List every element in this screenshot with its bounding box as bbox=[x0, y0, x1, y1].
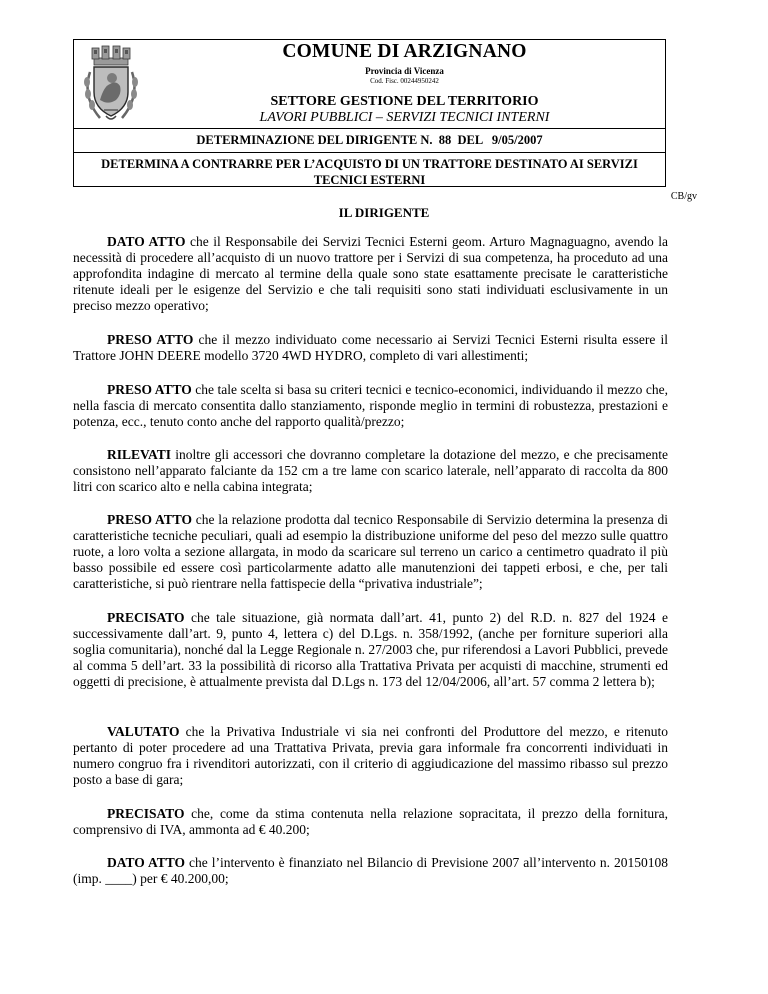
paragraph-lead: PRECISATO bbox=[107, 610, 185, 625]
fiscal-code: Cod. Fisc. 00244950242 bbox=[370, 77, 439, 85]
paragraph-lead: PRESO ATTO bbox=[107, 512, 193, 527]
section-heading: IL DIRIGENTE bbox=[338, 205, 430, 220]
paragraph-text: che il Responsabile dei Servizi Tecnici Esterni geom. Arturo Magnaguagno, avendo la necessità di procedere all’acquisto di un nuovo trattore per i Servizi di sua competenza, ha proceduto ad una approfondita indagine di mercato al termine della quale sono state esattamente precisate le caratteristiche ritenute ideali per le esigenze del Servizio e che tali requisiti sono stati individuati esclusivamente in un preciso mezzo operativo; bbox=[73, 234, 668, 314]
office-subtitle: LAVORI PUBBLICI – SERVIZI TECNICI INTERNI bbox=[259, 110, 550, 125]
paragraph-text: che la Privativa Industriale vi sia nei confronti del Produttore del mezzo, e ritenuto pertanto di poter procedere ad una Trattativa Privata, previa gara informale fra concorrenti individuati in numero congruo fra i rivenditori autorizzati, con il criterio di aggiudicazione del massimo ribasso sul prezzo posto a base di gara; bbox=[73, 724, 668, 788]
paragraph-lead: PRECISATO bbox=[107, 806, 185, 821]
paragraph-text: che tale scelta si basa su criteri tecnici e tecnico-economici, individuando il mezzo che, nella fascia di mercato consentita dallo stanziamento, risponde meglio in termini di robustezza, prestazioni e potenza, ecc., tenuto conto anche del rapporto qualità/prezzo; bbox=[73, 382, 668, 430]
header-divider bbox=[74, 128, 665, 129]
paragraph-dato-atto bbox=[73, 234, 668, 314]
paragraph-text: che la relazione prodotta dal tecnico Responsabile di Servizio determina la presenza di caratteristiche tecniche peculiari, quali ad esempio la distribuzione uniforme del peso del mezzo sulle quattro ruote, a loro volta a sezione allargata, in modo da scaricare sul terreno un carico a centimetro quadrato il più basso possibile ed essere così particolarmente adatto alle manutenzioni dei tappeti erbosi, e che, per tali caratteristiche, si può rientrare nella fattispecie della “privativa industriale”; bbox=[73, 512, 668, 592]
paragraph-lead: PRESO ATTO bbox=[107, 382, 192, 397]
paragraph-lead: PRESO ATTO bbox=[107, 332, 194, 347]
paragraph-text: che tale situazione, già normata dall’art. 41, punto 2) del R.D. n. 827 del 1924 e successivamente dall’art. 9, punto 4, lettera c) del D.Lgs. n. 358/1992, (anche per forniture superiori alla soglia comunitaria), nonché dal la Legge Regionale n. 27/2003 che, pur riferendosi a Lavori Pubblici, prevede al comma 5 dell’art. 33 la possibilità di ricorso alla Trattativa Privata per acquisti di macchine, strumenti ed oggetti di precisione, è attualmente prevista dal D.Lgs n. 173 del 12/04/2006, all’art. 57 comma 2 lettera b); bbox=[73, 610, 668, 690]
document-header bbox=[73, 39, 666, 187]
paragraph-text: che l’intervento è finanziato nel Bilancio di Previsione 2007 all’intervento n. 20150108 (imp. ____) per € 40.200,00; bbox=[73, 855, 669, 887]
paragraph-lead: DATO ATTO bbox=[107, 234, 186, 249]
paragraph-preso-atto bbox=[73, 512, 668, 592]
paragraph-precisato bbox=[73, 806, 668, 838]
paragraph-lead: RILEVATI bbox=[107, 447, 172, 462]
paragraph-text: inoltre gli accessori che dovranno completare la dotazione del mezzo, e che precisamente consistono nell’apparato falciante da 152 cm a tre lame con scarico laterale, nell’apparato di raccolta da 800 litri con scarico alto e nella cabina integrata; bbox=[73, 447, 668, 495]
header-divider bbox=[74, 152, 665, 153]
document-subject: DETERMINA A CONTRARRE PER L’ACQUISTO DI UN TRATTORE DESTINATO AI SERVIZI TECNICI ESTERNI bbox=[101, 157, 638, 187]
province-label: Provincia di Vicenza bbox=[365, 66, 444, 76]
paragraph-lead: DATO ATTO bbox=[107, 855, 186, 870]
paragraph-text: che il mezzo individuato come necessario ai Servizi Tecnici Esterni risulta essere il Trattore JOHN DEERE modello 3720 4WD HYDRO, completo di vari allestimenti; bbox=[73, 332, 668, 364]
municipal-crest-icon bbox=[82, 42, 140, 124]
determination-number: DETERMINAZIONE DEL DIRIGENTE N. 88 DEL 9/05/2007 bbox=[196, 133, 543, 147]
paragraph-preso-atto bbox=[73, 332, 668, 364]
page-title: COMUNE DI ARZIGNANO bbox=[282, 41, 527, 62]
sector-title: SETTORE GESTIONE DEL TERRITORIO bbox=[270, 94, 539, 109]
paragraph-valutato bbox=[73, 724, 668, 788]
paragraph-precisato bbox=[73, 610, 668, 690]
paragraph-lead: VALUTATO bbox=[107, 724, 180, 739]
reference-code: CB/gv bbox=[670, 191, 697, 202]
paragraph-text: che, come da stima contenuta nella relazione sopracitata, il prezzo della fornitura, comprensivo di IVA, ammonta ad € 40.200; bbox=[73, 806, 668, 838]
paragraph-dato-atto bbox=[73, 855, 668, 887]
paragraph-rilevati bbox=[73, 447, 668, 495]
paragraph-preso-atto bbox=[73, 382, 668, 430]
